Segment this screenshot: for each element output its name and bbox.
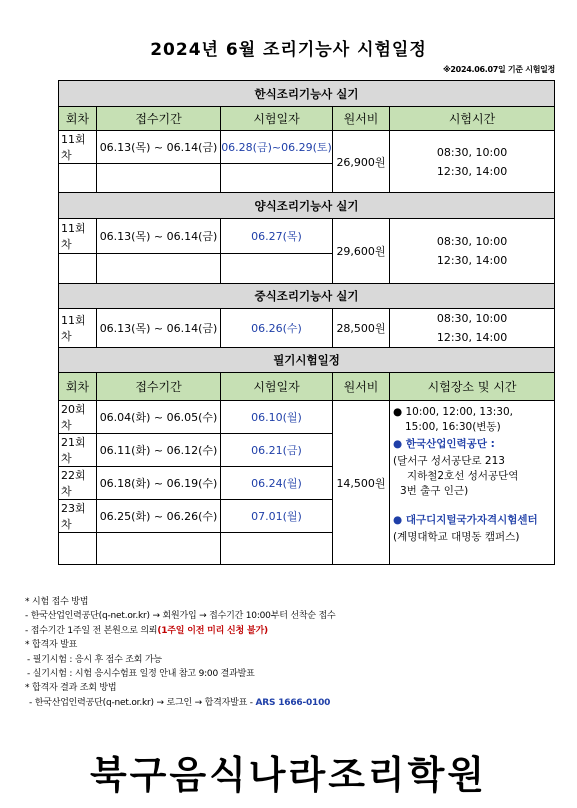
ars-number: ARS 1666-0100: [255, 697, 331, 708]
exam-time-line: 08:30, 10:00: [436, 145, 508, 159]
period-cell: 06.18(화) ~ 06.19(수): [97, 467, 221, 500]
note-line: * 시험 접수 방법: [25, 597, 89, 607]
place-address-line: (계명대학교 대명동 캠퍼스): [393, 531, 520, 543]
fee-cell: 14,500원: [333, 401, 390, 565]
note-line: - 필기시험 : 응시 후 점수 조회 가능: [27, 654, 162, 665]
exam-time-line: 12:30, 14:00: [436, 254, 508, 267]
period-cell: 06.25(화) ~ 06.26(수): [97, 500, 221, 533]
exam-time-line: 08:30, 10:00: [436, 235, 508, 248]
round-cell: 21회차: [59, 434, 97, 467]
section-title-written: 필기시험일정: [59, 348, 555, 373]
fee-cell: 28,500원: [333, 309, 390, 348]
note-text: - 접수기간 1주일 전 본원으로 의뢰: [25, 625, 158, 636]
period-cell: 06.13(목) ~ 06.14(금): [97, 309, 221, 348]
page-title: 2024년 6월 조리기능사 시험일정: [150, 40, 427, 60]
note-line: - 실기시험 : 시험 응시수험표 일정 안내 참고 9:00 결과발표: [27, 669, 255, 680]
place-org-daegu-center: ● 대구디지털국가자격시험센터: [393, 514, 538, 526]
table-row: [59, 309, 555, 348]
header-row: [59, 373, 555, 401]
header-round: 회차: [59, 107, 97, 131]
table-row: [59, 219, 555, 254]
exam-date-cell: 07.01(월): [221, 500, 333, 533]
header-row: [59, 107, 555, 131]
place-time-cell: [390, 401, 555, 565]
table-row: [59, 401, 555, 434]
place-org-hrdkorea: ● 한국산업인력공단 :: [393, 438, 495, 450]
place-address-line: 3번 출구 인근): [400, 485, 469, 497]
exam-date-cell: 06.10(월): [221, 401, 333, 434]
note-line: - 한국산업인력공단(q-net.or.kr) → 회원가입 → 접수기간 10:00부터 선착순 접수: [25, 611, 336, 622]
academy-name: 북구음식나라조리학원: [89, 753, 488, 797]
exam-date-cell: 06.24(월): [221, 467, 333, 500]
place-times-line: 15:00, 16:30(변동): [405, 421, 501, 433]
exam-date-cell: 06.21(금): [221, 434, 333, 467]
exam-date-cell: 06.28(금)~06.29(토): [221, 131, 333, 164]
period-cell: 06.13(목) ~ 06.14(금): [97, 131, 221, 164]
fee-cell: 29,600원: [333, 219, 390, 284]
place-address-line: 지하철2호선 성서공단역: [407, 470, 519, 482]
header-round: 회차: [59, 373, 97, 401]
round-cell: 23회차: [59, 500, 97, 533]
round-cell: 22회차: [59, 467, 97, 500]
fee-cell: 26,900원: [333, 131, 390, 193]
note-line: * 합격자 발표: [25, 640, 78, 651]
round-cell: 11회차: [59, 309, 97, 348]
header-exam-date: 시험일자: [221, 107, 333, 131]
exam-time-cell: [390, 309, 555, 348]
period-cell: 06.13(목) ~ 06.14(금): [97, 219, 221, 254]
header-fee: 원서비: [333, 373, 390, 401]
header-fee: 원서비: [333, 107, 390, 131]
exam-time-line: 08:30, 10:00: [436, 312, 508, 325]
place-address-line: (달서구 성서공단로 213: [393, 455, 505, 467]
exam-time-line: 12:30, 14:00: [436, 331, 508, 344]
header-period: 접수기간: [97, 107, 221, 131]
exam-time-cell: [390, 219, 555, 284]
basis-date-note: ※2024.06.07일 기준 시험일정: [442, 65, 555, 74]
place-times-line: ● 10:00, 12:00, 13:30,: [393, 406, 513, 418]
period-cell: 06.11(화) ~ 06.12(수): [97, 434, 221, 467]
header-period: 접수기간: [97, 373, 221, 401]
round-cell: 11회차: [59, 131, 97, 164]
round-cell: 20회차: [59, 401, 97, 434]
exam-date-cell: 06.26(수): [221, 309, 333, 348]
section-title-korean: 한식조리기능사 실기: [59, 81, 555, 107]
exam-date-cell: 06.27(목): [221, 219, 333, 254]
exam-time-cell: [390, 131, 555, 193]
period-cell: 06.04(화) ~ 06.05(수): [97, 401, 221, 434]
section-title-chinese: 중식조리기능사 실기: [59, 284, 555, 309]
round-cell: 11회차: [59, 219, 97, 254]
header-exam-date: 시험일자: [221, 373, 333, 401]
notes-block: [25, 595, 335, 710]
table-row: [59, 131, 555, 164]
note-line: [25, 624, 335, 638]
exam-time-line: 12:30, 14:00: [436, 164, 508, 178]
exam-schedule-table: [58, 80, 555, 565]
note-text: - 한국산업인력공단(q-net.or.kr) → 로그인 → 합격자발표 -: [29, 697, 256, 708]
header-exam-time: 시험시간: [390, 107, 555, 131]
header-place-time: 시험장소 및 시간: [390, 373, 555, 401]
note-line: * 합격자 결과 조회 방법: [25, 683, 117, 694]
note-warning: (1주일 이전 미리 신청 불가): [157, 625, 268, 636]
section-title-western: 양식조리기능사 실기: [59, 193, 555, 219]
note-line: [25, 696, 335, 710]
